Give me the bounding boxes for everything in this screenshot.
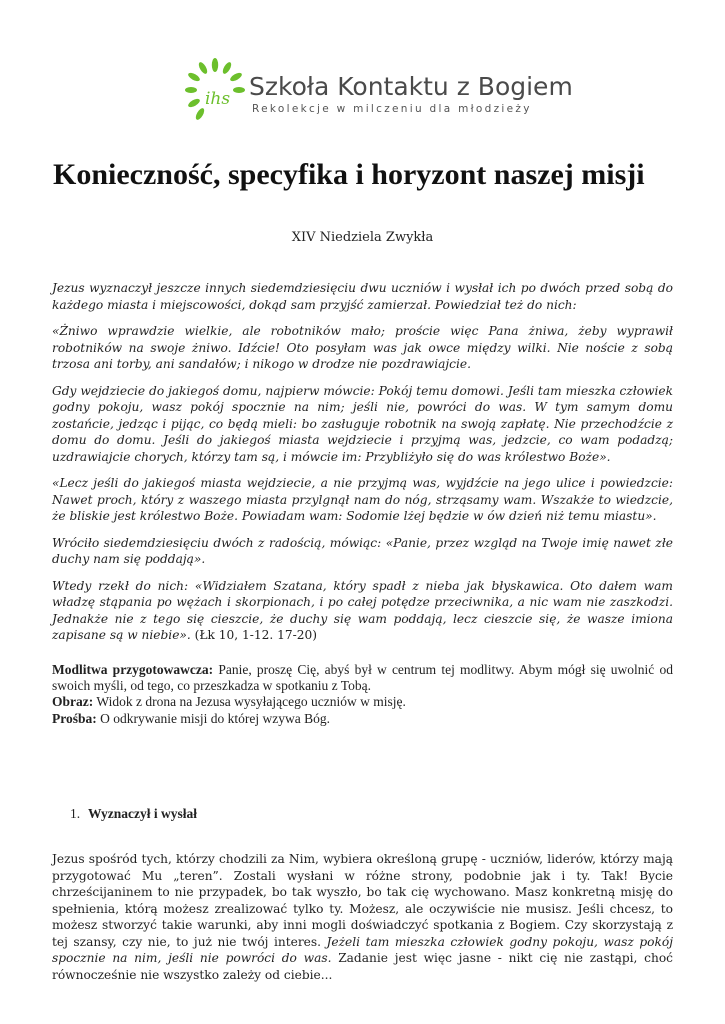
scripture-paragraph	[52, 578, 673, 644]
prayer-text: Panie, proszę Cię, abyś był w centrum tej modlitwy. Abym mógł się uwolnić od swoich myśli, od tego, co przeszkadza w spotkaniu z Tobą.	[52, 661, 673, 693]
logo	[183, 58, 573, 126]
section-number: 1.	[70, 806, 81, 821]
sun-logo-icon	[183, 58, 247, 126]
prayer-line	[52, 662, 673, 695]
section-text-italic: Jeżeli tam mieszka człowiek godny pokoju, wasz pokój spocznie na nim, jeśli nie powróci do was.	[52, 934, 673, 965]
page-subtitle: XIV Niedziela Zwykła	[291, 230, 434, 245]
svg-text:ihs: ihs	[205, 89, 231, 109]
logo-subtitle: Rekolekcje w milczeniu dla młodzieży	[252, 103, 532, 115]
scripture-paragraph: Gdy wejdziecie do jakiegoś domu, najpierw mówcie: Pokój temu domowi. Jeśli tam mieszka człowiek godny pokoju, wasz pokój spocznie na nim; jeśli nie, powróci do was. W tym samym domu zostańcie, jedząc i pijąc, co będą mieli: bo zasługuje robotnik na swoją zapłatę. Nie przechodźcie z domu do domu. Jeśli do jakiegoś miasta wejdziecie i przyjmą was, jedzcie, co wam podadzą; uzdrawiajcie chorych, którzy tam są, i mówcie im: Przybliżyło się do was królestwo Boże».	[52, 383, 673, 464]
image-label: Obraz:	[52, 694, 94, 710]
scripture-last-text: Wtedy rzekł do nich: «Widziałem Szatana, który spadł z nieba jak błyskawica. Oto dałem wam władzę stąpania po wężach i skorpionach, i po całej potędze przeciwnika, a nic wam nie zaszkodzi. Jednakże nie z tego się cieszcie, że duchy się wam poddają, lecz cieszcie się, że wasze imiona zapisane są w niebie».	[52, 578, 673, 642]
section-text-b: Zadanie jest więc jasne - nikt cię nie zastąpi, choć równocześnie nie wszystko zależy od ciebie...	[52, 951, 674, 982]
prayer-label: Modlitwa przygotowawcza:	[52, 661, 214, 677]
image-text: Widok z drona na Jezusa wysyłającego uczniów w misję.	[93, 694, 406, 710]
prayer-block	[52, 662, 673, 728]
section-text-a: Jezus spośród tych, którzy chodzili za Nim, wybiera określoną grupę - uczniów, liderów, którzy mają przygotować Mu „teren”. Zostali wysłani w różne strony, podobnie jak i ty. Tak! Bycie chrześcijaninem to nie przypadek, bo tak wyszło, bo tak cię wychowano. Masz konkretną misję do spełnienia, którą możesz zrealizować tylko ty. Możesz, ale oczywiście nie musisz. Jeśli chcesz, to możesz stworzyć takie warunki, aby inni mogli doświadczyć spotkania z Bogiem. Czy skorzystają z tej szansy, czy nie, to już nie twój interes.	[52, 852, 673, 949]
page-title: Konieczność, specyfika i horyzont naszej misji	[53, 158, 645, 191]
scripture-reference: (Łk 10, 1-12. 17-20)	[194, 628, 318, 642]
request-text: O odkrywanie misji do której wzywa Bóg.	[96, 710, 330, 726]
scripture-paragraph: «Lecz jeśli do jakiegoś miasta wejdziecie, a nie przyjmą was, wyjdźcie na jego ulice i powiedzcie: Nawet proch, który z waszego miasta przylgnął nam do nóg, strząsamy wam. Wszakże to wiedzcie, że bliskie jest królestwo Boże. Powiadam wam: Sodomie lżej będzie w ów dzień niż temu miastu».	[52, 476, 673, 523]
section-body	[52, 851, 673, 983]
scripture-paragraph: Jezus wyznaczył jeszcze innych siedemdziesięciu dwu uczniów i wysłał ich po dwóch przed sobą do każdego miasta i miejscowości, dokąd sam przyjść zamierzał. Powiedział też do nich:	[52, 281, 673, 312]
scripture-passage	[52, 280, 673, 727]
request-line	[52, 711, 673, 727]
section-title: Wyznaczył i wysłał	[88, 806, 197, 821]
scripture-paragraph: Wróciło siedemdziesięciu dwóch z radością, mówiąc: «Panie, przez wzgląd na Twoje imię nawet złe duchy nam się poddają».	[52, 535, 673, 566]
request-label: Prośba:	[52, 710, 97, 726]
section-heading	[70, 806, 197, 822]
scripture-paragraph: «Żniwo wprawdzie wielkie, ale robotników mało; proście więc Pana żniwa, żeby wyprawił robotników na swoje żniwo. Idźcie! Oto posyłam was jak owce między wilki. Nie noście z sobą trzosa ani torby, ani sandałów; i nikogo w drodze nie pozdrawiajcie.	[52, 324, 673, 371]
image-line	[52, 694, 673, 710]
logo-title: Szkoła Kontaktu z Bogiem	[249, 72, 573, 101]
